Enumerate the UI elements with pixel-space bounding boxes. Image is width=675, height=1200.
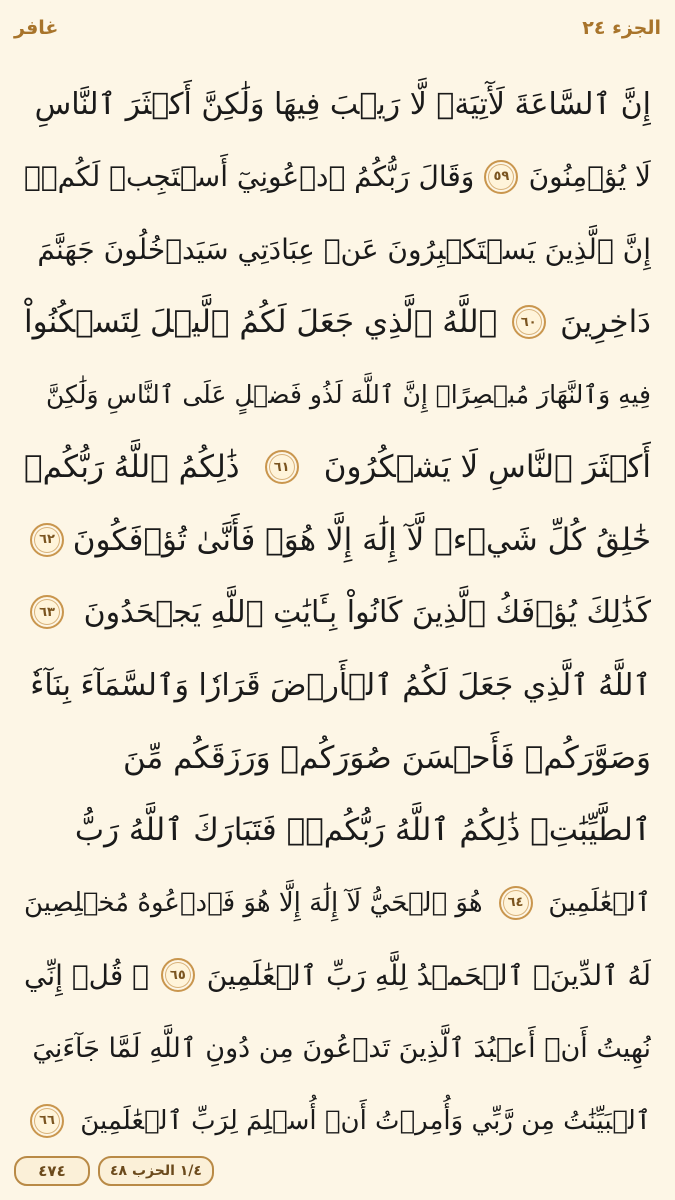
- quran-text: [24, 68, 651, 1157]
- text-line: [24, 939, 651, 1012]
- verse-text: دَاخِرِينَ: [560, 304, 651, 341]
- ayah-number-marker: ٦٠: [512, 305, 546, 339]
- text-line: [24, 286, 651, 359]
- page-number: ٤٧٤: [14, 1156, 90, 1186]
- verse-text: ٱللَّهُ ٱلَّذِي جَعَلَ لَكُمُ ٱلَّيۡلَ لِتَسۡكُنُواْ: [24, 304, 498, 341]
- verse-text: ٱلطَّيِّبَٰتِۚ ذَٰلِكُمُ ٱللَّهُ رَبُّكُمۡۖ فَتَبَارَكَ ٱللَّهُ رَبُّ: [74, 812, 651, 849]
- text-line: [24, 1084, 651, 1157]
- surah-name: غافر: [14, 17, 59, 39]
- text-line: [24, 68, 651, 141]
- verse-text: ذَٰلِكُمُ ٱللَّهُ رَبُّكُمۡ: [24, 449, 240, 486]
- text-line: [24, 1012, 651, 1085]
- verse-text: أَكۡثَرَ ٱلنَّاسِ لَا يَشۡكُرُونَ: [323, 449, 651, 486]
- verse-text: لَهُ ٱلدِّينَۗ ٱلۡحَمۡدُ لِلَّهِ رَبِّ ٱلۡعَٰلَمِينَ: [206, 958, 651, 992]
- ayah-number-marker: ٦٦: [30, 1104, 64, 1138]
- verse-text: ٱلۡبَيِّنَٰتُ مِن رَّبِّي وَأُمِرۡتُ أَنۡ أُسۡلِمَ لِرَبِّ ٱلۡعَٰلَمِينَ: [80, 1105, 651, 1136]
- ayah-number-marker: ٦٥: [161, 958, 195, 992]
- verse-text: خَٰلِقُ كُلِّ شَيۡءٖ لَّآ إِلَٰهَ إِلَّا هُوَۖ فَأَنَّىٰ تُؤۡفَكُونَ: [72, 521, 651, 558]
- verse-text: إِنَّ ٱلسَّاعَةَ لَأٓتِيَةٞ لَّا رَيۡبَ فِيهَا وَلَٰكِنَّ أَكۡثَرَ ٱلنَّاسِ: [34, 86, 651, 122]
- text-line: [24, 431, 651, 504]
- verse-text: ٱللَّهُ ٱلَّذِي جَعَلَ لَكُمُ ٱلۡأَرۡضَ قَرَارٗا وَٱلسَّمَآءَ بِنَآءٗ: [30, 667, 651, 703]
- ayah-number-marker: ٦١: [265, 450, 299, 484]
- verse-text: ۞ قُلۡ إِنِّي: [24, 958, 149, 992]
- text-line: [24, 794, 651, 867]
- ayah-number-marker: ٦٣: [30, 595, 64, 629]
- verse-text: كَذَٰلِكَ يُؤۡفَكُ ٱلَّذِينَ كَانُواْ بِـَٔايَٰتِ ٱللَّهِ يَجۡحَدُونَ: [83, 594, 651, 630]
- verse-text: هُوَ ٱلۡحَيُّ لَآ إِلَٰهَ إِلَّا هُوَ فَٱدۡعُوهُ مُخۡلِصِينَ: [24, 887, 483, 918]
- text-line: [24, 141, 651, 214]
- page-footer: [14, 1156, 214, 1186]
- verse-text: وَصَوَّرَكُمۡ فَأَحۡسَنَ صُوَرَكُمۡ وَرَزَقَكُم مِّنَ: [123, 739, 651, 776]
- text-line: [24, 649, 651, 722]
- verse-text: نُهِيتُ أَنۡ أَعۡبُدَ ٱلَّذِينَ تَدۡعُونَ مِن دُونِ ٱللَّهِ لَمَّا جَآءَنِيَ: [32, 1032, 651, 1064]
- verse-text: فِيهِ وَٱلنَّهَارَ مُبۡصِرًاۚ إِنَّ ٱللَّهَ لَذُو فَضۡلٍ عَلَى ٱلنَّاسِ وَلَٰكِنَّ: [45, 380, 651, 410]
- ayah-number-marker: ٦٤: [499, 886, 533, 920]
- text-line: [24, 358, 651, 431]
- text-line: [24, 867, 651, 940]
- text-line: [24, 721, 651, 794]
- verse-text: لَا يُؤۡمِنُونَ: [528, 160, 651, 194]
- verse-text: إِنَّ ٱلَّذِينَ يَسۡتَكۡبِرُونَ عَنۡ عِبَادَتِي سَيَدۡخُلُونَ جَهَنَّمَ: [37, 232, 651, 266]
- juz-label: الجزء ٢٤: [582, 17, 661, 39]
- ayah-number-marker: ٦٢: [30, 523, 64, 557]
- verse-text: وَقَالَ رَبُّكُمُ ٱدۡعُونِيٓ أَسۡتَجِبۡ لَكُمۡۚ: [24, 160, 475, 194]
- text-line: [24, 504, 651, 577]
- page-header: [14, 8, 661, 48]
- text-line: [24, 576, 651, 649]
- ayah-number-marker: ٥٩: [484, 160, 518, 194]
- hizb-label: ١/٤ الحزب ٤٨: [98, 1156, 214, 1186]
- text-line: [24, 213, 651, 286]
- verse-text: ٱلۡعَٰلَمِينَ: [548, 887, 651, 918]
